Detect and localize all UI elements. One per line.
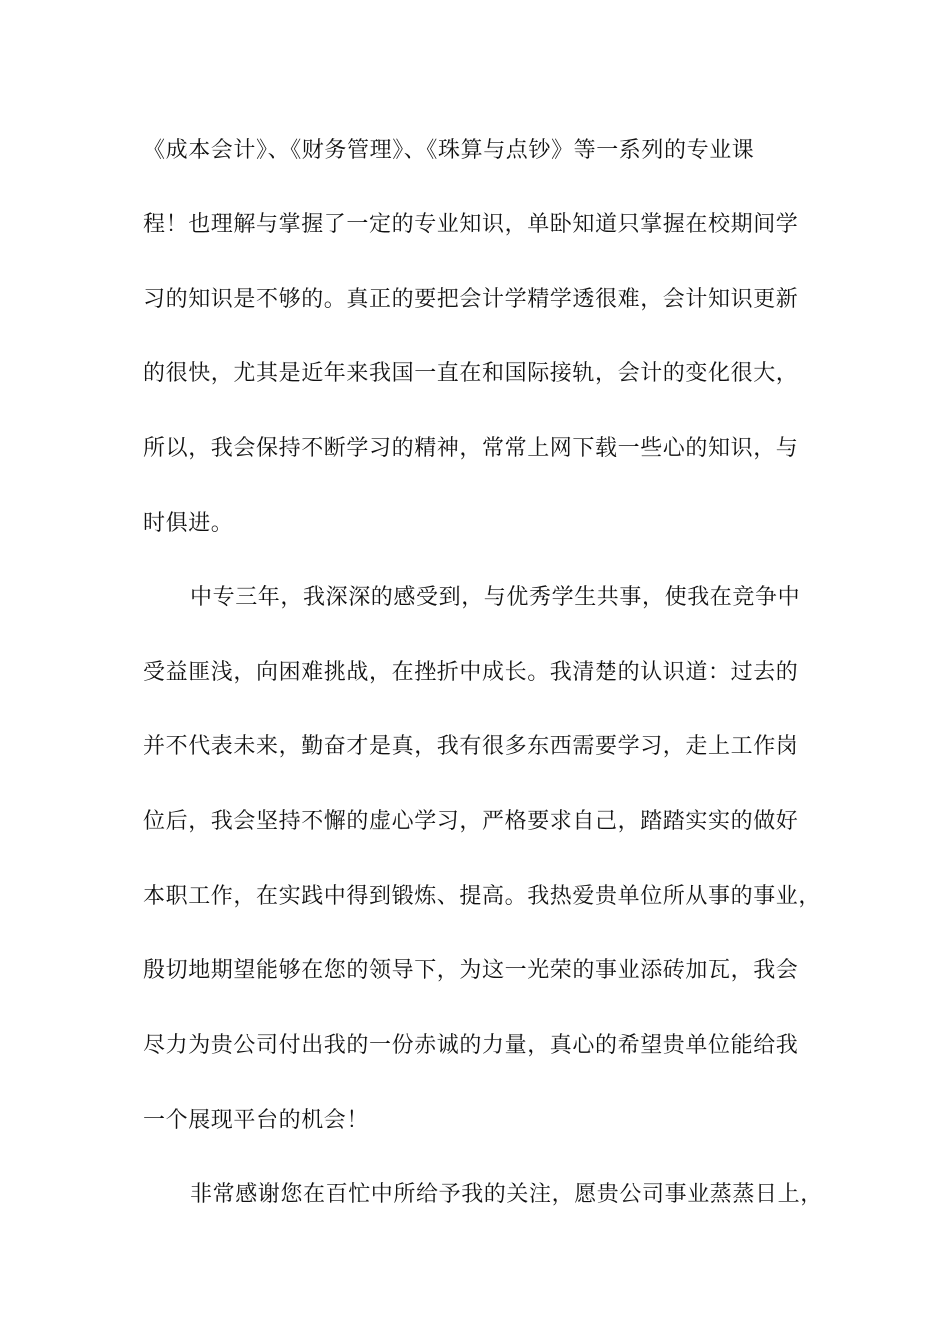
paragraph-first-line: 中专三年，我深深的感受到，与优秀学生共事，使我在竞争中 [190,585,801,610]
text-line: 并不代表未来，勤奋才是真，我有很多东西需要学习，走上工作岗 [143,734,799,759]
text-line: 《成本会计》、《财务管理》、《珠算与点钞》等一系列的专业课 [143,138,755,163]
text-line: 受益匪浅，向困难挑战，在挫折中成长。我清楚的认识道：过去的 [143,660,799,685]
paragraph-first-line: 非常感谢您在百忙中所给予我的关注，愿贵公司事业蒸蒸日上， [190,1182,823,1207]
text-line: 所以，我会保持不断学习的精神，常常上网下载一些心的知识，与 [143,436,799,461]
text-line: 殷切地期望能够在您的领导下，为这一光荣的事业添砖加瓦，我会 [143,958,799,983]
text-line: 本职工作，在实践中得到锻炼、提高。我热爱贵单位所从事的事业， [143,884,822,909]
text-line: 位后，我会坚持不懈的虚心学习，严格要求自己，踏踏实实的做好 [143,809,799,834]
text-line: 尽力为贵公司付出我的一份赤诚的力量，真心的希望贵单位能给我 [143,1033,799,1058]
text-line: 一个展现平台的机会！ [143,1108,370,1133]
text-line: 时俱进。 [143,511,234,536]
text-line: 程！也理解与掌握了一定的专业知识，单卧知道只掌握在校期间学 [143,212,799,237]
text-line: 的很快，尤其是近年来我国一直在和国际接轨，会计的变化很大， [143,361,799,386]
text-line: 习的知识是不够的。真正的要把会计学精学透很难，会计知识更新 [143,287,799,312]
